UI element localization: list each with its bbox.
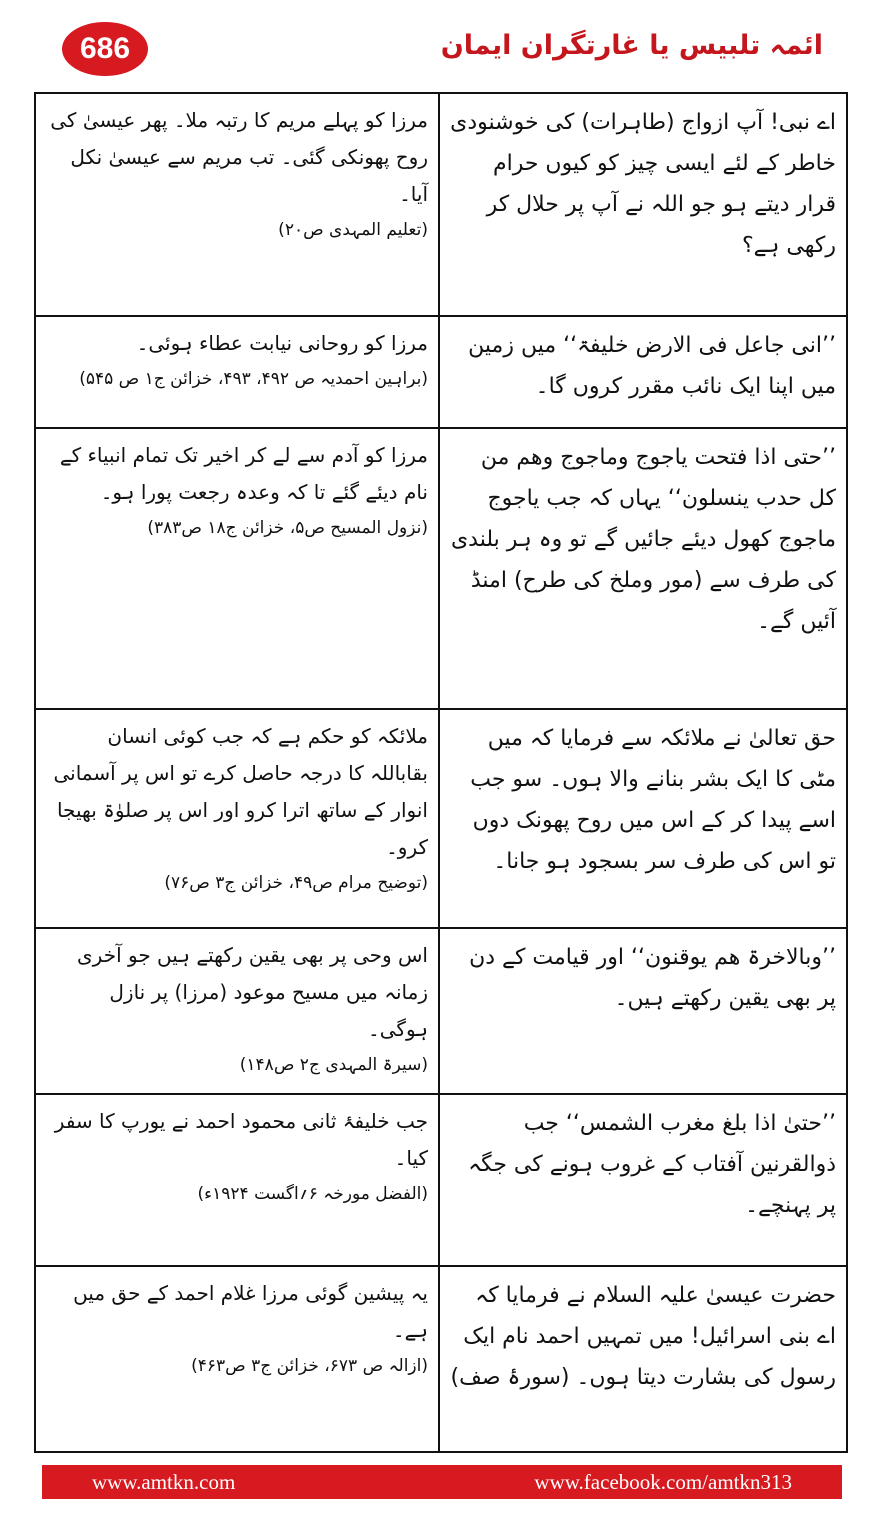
- claim-text: مرزا کو آدم سے لے کر اخیر تک تمام انبیاء کے نام دیئے گئے تا کہ وعدہ رجعت پورا ہو۔: [59, 443, 428, 504]
- claim-cell: [35, 316, 439, 428]
- quran-cell: ’’وبالاخرۃ ھم یوقنون‘‘ اور قیامت کے دن پر بھی یقین رکھتے ہیں۔: [439, 928, 847, 1094]
- book-title: ائمہ تلبیس یا غارتگران ایمان: [440, 30, 823, 61]
- claim-cell: [35, 1094, 439, 1266]
- claim-text: اس وحی پر بھی یقین رکھتے ہیں جو آخری زمانہ میں مسیح موعود (مرزا) پر نازل ہوگی۔: [77, 943, 428, 1041]
- page-number-badge: 686: [62, 22, 148, 76]
- reference: (نزول المسیح ص۵، خزائن ج۱۸ ص۳۸۳): [147, 518, 428, 538]
- website-link[interactable]: www.amtkn.com: [92, 1469, 236, 1494]
- table-row: [35, 1094, 847, 1266]
- quran-cell: ’’حتیٰ اذا بلغ مغرب الشمس‘‘ جب ذوالقرنین آفتاب کے غروب ہونے کی جگہ پر پہنچے۔: [439, 1094, 847, 1266]
- claim-text: مرزا کو پہلے مریم کا رتبہ ملا۔ پھر عیسیٰ کی روح پھونکی گئی۔ تب مریم سے عیسیٰ نکل آیا۔: [50, 108, 428, 206]
- comparison-table: [34, 92, 848, 1453]
- table-row: [35, 93, 847, 316]
- claim-text: یہ پیشین گوئی مرزا غلام احمد کے حق میں ہے۔: [73, 1281, 428, 1342]
- claim-cell: [35, 1266, 439, 1452]
- footer-bar: [42, 1465, 842, 1499]
- table-row: [35, 1266, 847, 1452]
- claim-cell: [35, 93, 439, 316]
- table-row: [35, 428, 847, 709]
- table-row: [35, 316, 847, 428]
- claim-cell: [35, 709, 439, 928]
- reference: (توضیح مرام ص۴۹، خزائن ج۳ ص۷۶): [164, 873, 428, 893]
- quran-cell: حضرت عیسیٰ علیہ السلام نے فرمایا کہ اے بنی اسرائیل! میں تمہیں احمد نام ایک رسول کی بشارت دیتا ہوں۔ (سورۂ صف): [439, 1266, 847, 1452]
- claim-text: مرزا کو روحانی نیابت عطاء ہوئی۔: [136, 331, 428, 355]
- reference: (سیرۃ المہدی ج۲ ص۱۴۸): [239, 1055, 428, 1075]
- quran-cell: اے نبی! آپ ازواج (طاہرات) کی خوشنودی خاطر کے لئے ایسی چیز کو کیوں حرام قرار دیتے ہو جو اللہ نے آپ پر حلال کر رکھی ہے؟: [439, 93, 847, 316]
- reference: (الفضل مورخہ ۶؍اگست ۱۹۲۴ء): [197, 1184, 428, 1204]
- claim-cell: [35, 428, 439, 709]
- claim-text: ملائکہ کو حکم ہے کہ جب کوئی انسان بقاباللہ کا درجہ حاصل کرے تو اس پر آسمانی انوار کے ساتھ اترا کرو اور اس پر صلوٰۃ بھیجا کرو۔: [53, 724, 428, 859]
- quran-cell: حق تعالیٰ نے ملائکہ سے فرمایا کہ میں مٹی کا ایک بشر بنانے والا ہوں۔ سو جب اسے پیدا کر کے اس میں روح پھونک دوں تو اس کی طرف سر بسجود ہو جانا۔: [439, 709, 847, 928]
- reference: (تعلیم المہدی ص۲۰): [278, 220, 428, 240]
- table-row: [35, 709, 847, 928]
- quran-cell: ’’حتی اذا فتحت یاجوج وماجوج وھم من کل حدب ینسلون‘‘ یہاں کہ جب یاجوج ماجوج کھول دیئے جائیں گے تو وہ ہر بلندی کی طرف سے (مور وملخ کی طرح) امنڈ آئیں گے۔: [439, 428, 847, 709]
- table-row: [35, 928, 847, 1094]
- quran-cell: ’’انی جاعل فی الارض خلیفۃ‘‘ میں زمین میں اپنا ایک نائب مقرر کروں گا۔: [439, 316, 847, 428]
- reference: (ازالہ ص ۶۷۳، خزائن ج۳ ص۴۶۳): [191, 1356, 428, 1376]
- claim-cell: [35, 928, 439, 1094]
- facebook-link[interactable]: www.facebook.com/amtkn313: [534, 1469, 792, 1494]
- reference: (براہین احمدیہ ص ۴۹۲، ۴۹۳، خزائن ج۱ ص ۵۴۵): [79, 369, 428, 389]
- claim-text: جب خلیفۂ ثانی محمود احمد نے یورپ کا سفر کیا۔: [54, 1109, 428, 1170]
